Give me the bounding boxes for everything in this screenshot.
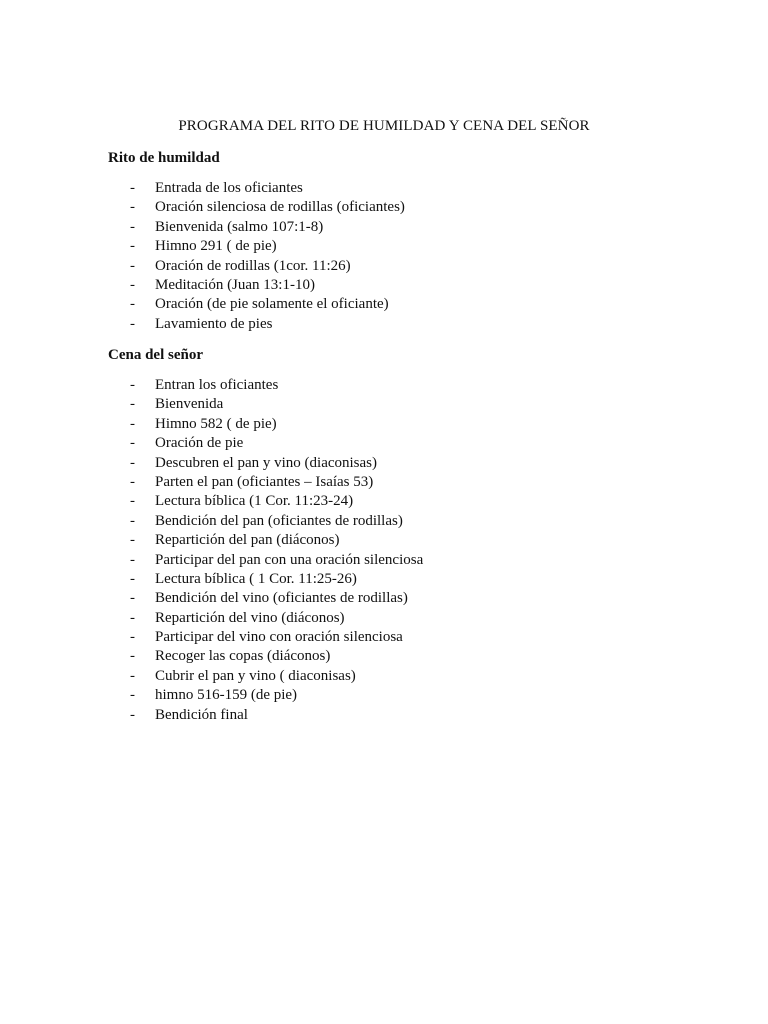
list-item bbox=[108, 570, 708, 589]
list-item-text: Repartición del pan (diáconos) bbox=[155, 532, 340, 549]
list-item bbox=[108, 218, 708, 237]
list-item bbox=[108, 531, 708, 550]
list-item-text: Oración (de pie solamente el oficiante) bbox=[155, 296, 389, 313]
list-item-text: Descubren el pan y vino (diaconisas) bbox=[155, 454, 378, 471]
section-heading: Cena del señor bbox=[108, 347, 203, 363]
program-list bbox=[108, 376, 708, 725]
list-item bbox=[108, 237, 708, 256]
list-item-text: himno 516-159 (de pie) bbox=[155, 687, 298, 704]
list-item bbox=[108, 395, 708, 414]
list-item-text: Meditación (Juan 13:1-10) bbox=[155, 276, 315, 293]
list-item-text: Cubrir el pan y vino ( diaconisas) bbox=[155, 667, 356, 684]
bullet-dash: - bbox=[130, 667, 135, 684]
list-item-text: Lectura bíblica (1 Cor. 11:23-24) bbox=[155, 493, 354, 510]
bullet-dash: - bbox=[130, 296, 135, 313]
list-item-text: Entrada de los oficiantes bbox=[155, 180, 303, 196]
bullet-dash: - bbox=[130, 629, 135, 646]
section-cena-del-senor bbox=[108, 346, 708, 725]
list-item-text: Parten el pan (oficiantes – Isaías 53) bbox=[155, 473, 374, 490]
list-item-text: Bienvenida bbox=[155, 396, 224, 413]
list-item-text: Oración de rodillas (1cor. 11:26) bbox=[155, 257, 351, 274]
list-item-text: Participar del vino con oración silenciosa bbox=[155, 629, 403, 646]
bullet-dash: - bbox=[130, 493, 135, 510]
list-item bbox=[108, 473, 708, 492]
list-item bbox=[108, 434, 708, 453]
list-item bbox=[108, 257, 708, 276]
list-item-text: Participar del pan con una oración silenciosa bbox=[155, 551, 424, 568]
bullet-dash: - bbox=[130, 315, 135, 332]
bullet-dash: - bbox=[130, 415, 135, 432]
list-item-text: Entran los oficiantes bbox=[155, 377, 279, 393]
list-item bbox=[108, 512, 708, 531]
list-item-text: Oración de pie bbox=[155, 435, 244, 452]
list-item-text: Bendición del pan (oficiantes de rodillas) bbox=[155, 512, 403, 529]
bullet-dash: - bbox=[130, 238, 135, 255]
list-item bbox=[108, 609, 708, 628]
list-item bbox=[108, 647, 708, 666]
list-item bbox=[108, 492, 708, 511]
list-item bbox=[108, 686, 708, 705]
bullet-dash: - bbox=[130, 532, 135, 549]
list-item bbox=[108, 295, 708, 314]
list-item bbox=[108, 589, 708, 608]
list-item-text: Recoger las copas (diáconos) bbox=[155, 648, 331, 665]
bullet-dash: - bbox=[130, 551, 135, 568]
list-item-text: Bienvenida (salmo 107:1-8) bbox=[155, 218, 324, 235]
list-item bbox=[108, 198, 708, 217]
list-item bbox=[108, 315, 708, 334]
list-item-text: Himno 582 ( de pie) bbox=[155, 415, 277, 432]
list-item bbox=[108, 415, 708, 434]
list-item-text: Himno 291 ( de pie) bbox=[155, 238, 277, 255]
list-item bbox=[108, 551, 708, 570]
list-item-text: Lectura bíblica ( 1 Cor. 11:25-26) bbox=[155, 570, 357, 587]
list-item bbox=[108, 376, 708, 395]
bullet-dash: - bbox=[130, 257, 135, 274]
bullet-dash: - bbox=[130, 687, 135, 704]
list-item bbox=[108, 276, 708, 295]
bullet-dash: - bbox=[130, 454, 135, 471]
bullet-dash: - bbox=[130, 609, 135, 626]
bullet-dash: - bbox=[130, 590, 135, 607]
bullet-dash: - bbox=[130, 218, 135, 235]
list-item-text: Bendición del vino (oficiantes de rodillas) bbox=[155, 590, 408, 607]
bullet-dash: - bbox=[130, 512, 135, 529]
bullet-dash: - bbox=[130, 435, 135, 452]
list-item-text: Repartición del vino (diáconos) bbox=[155, 609, 345, 626]
bullet-dash: - bbox=[130, 473, 135, 490]
bullet-dash: - bbox=[130, 199, 135, 216]
list-item-text: Oración silenciosa de rodillas (oficiantes) bbox=[155, 199, 405, 216]
bullet-dash: - bbox=[130, 180, 135, 196]
bullet-dash: - bbox=[130, 396, 135, 413]
bullet-dash: - bbox=[130, 276, 135, 293]
list-item bbox=[108, 706, 708, 725]
list-item-text: Lavamiento de pies bbox=[155, 315, 273, 332]
program-list bbox=[108, 179, 708, 334]
bullet-dash: - bbox=[130, 377, 135, 393]
list-item bbox=[108, 667, 708, 686]
list-item-text: Bendición final bbox=[155, 706, 248, 723]
list-item bbox=[108, 454, 708, 473]
bullet-dash: - bbox=[130, 648, 135, 665]
section-rito-de-humildad bbox=[108, 149, 708, 334]
list-item bbox=[108, 628, 708, 647]
bullet-dash: - bbox=[130, 570, 135, 587]
bullet-dash: - bbox=[130, 706, 135, 723]
section-heading: Rito de humildad bbox=[108, 150, 220, 166]
list-item bbox=[108, 179, 708, 198]
document-title: PROGRAMA DEL RITO DE HUMILDAD Y CENA DEL SEÑOR bbox=[178, 118, 590, 134]
